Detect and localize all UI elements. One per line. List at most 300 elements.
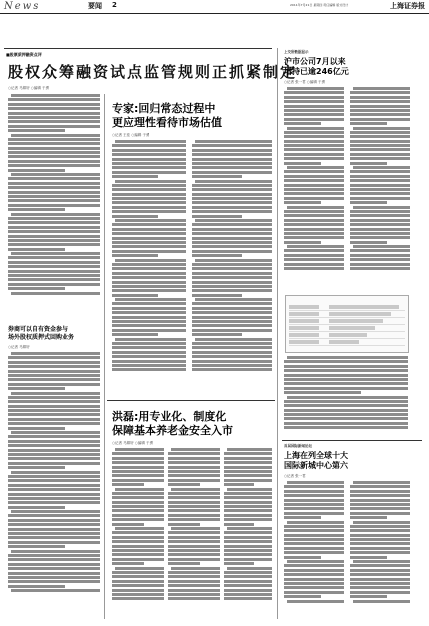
text-line: [112, 206, 186, 209]
text-line: [168, 545, 220, 548]
text-line: [284, 249, 344, 252]
text-line: [112, 523, 144, 526]
text-line: [168, 549, 220, 552]
text-line: [112, 474, 164, 477]
text-line: [350, 258, 410, 261]
text-line: [112, 553, 164, 556]
text-line: [284, 254, 344, 257]
table-row: [289, 333, 405, 339]
text-line: [11, 431, 100, 434]
text-line: [112, 316, 186, 319]
text-line: [112, 505, 164, 508]
text-line: [168, 483, 200, 486]
text-line: [8, 554, 100, 557]
text-line: [8, 462, 100, 465]
text-line: [112, 294, 158, 297]
text-line: [112, 536, 164, 539]
text-line: [350, 485, 410, 488]
text-line: [112, 223, 186, 226]
text-line: [8, 116, 100, 119]
text-line: [171, 448, 220, 451]
text-line: [284, 118, 344, 121]
text-line: [224, 457, 272, 460]
text-line: [8, 514, 100, 517]
text-line: [115, 338, 186, 341]
text-line: [350, 131, 410, 134]
market-body-text: [192, 140, 272, 396]
text-line: [168, 531, 220, 534]
text-line: [192, 193, 272, 196]
text-line: [112, 531, 164, 534]
text-line: [112, 492, 164, 495]
text-line: [112, 302, 186, 305]
text-line: [353, 600, 410, 603]
table-row: [289, 319, 405, 325]
right-bottom-headline: 上海在列全球十大 国际新城中心第六: [284, 451, 348, 470]
text-line: [224, 549, 272, 552]
text-line: [8, 177, 100, 180]
text-line: [112, 518, 164, 521]
text-line: [112, 245, 186, 248]
text-line: [284, 188, 344, 191]
text-line: [8, 138, 100, 141]
text-line: [192, 153, 272, 156]
text-line: [227, 488, 272, 491]
text-line: [8, 226, 100, 229]
text-line: [112, 153, 186, 156]
text-line: [350, 223, 410, 226]
text-line: [224, 492, 272, 495]
text-line: [353, 560, 410, 563]
text-line: [287, 396, 408, 399]
text-line: [284, 369, 408, 372]
text-line: [8, 541, 100, 544]
text-line: [8, 405, 100, 408]
text-line: [284, 144, 344, 147]
text-line: [112, 237, 186, 240]
text-line: [168, 584, 220, 587]
text-line: [8, 567, 100, 570]
text-line: [168, 492, 220, 495]
text-line: [112, 589, 164, 592]
text-line: [350, 175, 410, 178]
text-line: [350, 96, 410, 99]
small-left-headline: 券商可以自有资金参与 场外股权质押式回购业务: [8, 326, 75, 341]
text-line: [192, 241, 272, 244]
right-top-body-text: [284, 87, 344, 287]
text-line: [192, 250, 272, 253]
main-body-text: [8, 94, 100, 316]
text-line: [224, 597, 272, 600]
text-line: [224, 505, 272, 508]
text-line: [115, 448, 164, 451]
text-line: [224, 575, 272, 578]
text-line: [112, 457, 164, 460]
text-line: [112, 466, 164, 469]
text-line: [350, 573, 410, 576]
text-line: [224, 553, 272, 556]
text-line: [168, 470, 220, 473]
text-line: [8, 536, 100, 539]
text-line: [8, 370, 100, 373]
text-line: [112, 162, 186, 165]
text-line: [195, 259, 272, 262]
text-line: [350, 586, 410, 589]
text-line: [168, 562, 200, 565]
text-line: [350, 582, 410, 585]
pension-body-text: [112, 448, 164, 616]
text-line: [224, 571, 272, 574]
text-line: [171, 488, 220, 491]
text-line: [112, 333, 158, 336]
text-line: [8, 208, 65, 211]
text-line: [350, 578, 410, 581]
text-line: [350, 525, 410, 528]
text-line: [168, 536, 220, 539]
text-line: [350, 144, 410, 147]
text-line: [284, 582, 344, 585]
text-line: [11, 292, 100, 295]
text-line: [112, 267, 186, 270]
text-line: [112, 171, 186, 174]
text-line: [284, 494, 344, 497]
top-rule: [4, 48, 272, 49]
text-line: [224, 584, 272, 587]
text-line: [8, 243, 100, 246]
text-line: [284, 564, 344, 567]
text-line: [350, 162, 387, 165]
text-line: [353, 127, 410, 130]
text-line: [168, 452, 220, 455]
text-line: [224, 509, 272, 512]
text-line: [11, 252, 100, 255]
right-bottom-body-text: [350, 481, 410, 617]
text-line: [192, 320, 272, 323]
text-line: [284, 210, 344, 213]
text-line: [284, 135, 344, 138]
text-line: [8, 112, 100, 115]
right-bottom-body-text: [284, 481, 344, 617]
text-line: [192, 311, 272, 314]
text-line: [192, 201, 272, 204]
text-line: [112, 276, 186, 279]
text-line: [350, 214, 410, 217]
text-line: [284, 426, 408, 429]
text-line: [112, 584, 164, 587]
text-line: [112, 562, 144, 565]
text-line: [192, 171, 272, 174]
text-line: [112, 580, 164, 583]
text-line: [168, 514, 220, 517]
text-line: [284, 100, 344, 103]
text-line: [8, 413, 100, 416]
text-line: [8, 427, 65, 430]
text-line: [284, 512, 344, 515]
text-line: [8, 580, 100, 583]
text-line: [284, 391, 361, 394]
text-line: [8, 256, 100, 259]
text-line: [350, 591, 410, 594]
right-top-headline: 沪市公司7月以来 增持已逾246亿元: [284, 57, 349, 76]
text-line: [195, 338, 272, 341]
text-line: [8, 107, 100, 110]
text-line: [112, 545, 164, 548]
text-line: [8, 287, 65, 290]
text-line: [192, 294, 242, 297]
text-line: [350, 499, 410, 502]
text-line: [353, 481, 410, 484]
pension-headline: 洪磊:用专业化、制度化 保障基本养老金安全入市: [112, 410, 233, 437]
text-line: [224, 580, 272, 583]
text-line: [192, 237, 272, 240]
text-line: [284, 422, 408, 425]
text-line: [8, 545, 65, 548]
brand-word: News: [4, 1, 41, 12]
text-line: [192, 254, 242, 257]
text-line: [8, 204, 100, 207]
text-line: [287, 87, 344, 90]
text-line: [8, 186, 100, 189]
text-line: [195, 140, 272, 143]
text-line: [284, 409, 408, 412]
text-line: [284, 490, 344, 493]
text-line: [8, 239, 100, 242]
text-line: [192, 351, 272, 354]
text-line: [350, 490, 410, 493]
text-line: [8, 265, 100, 268]
text-line: [192, 166, 272, 169]
text-line: [8, 585, 65, 588]
text-line: [11, 392, 100, 395]
text-line: [350, 157, 410, 160]
text-line: [8, 396, 100, 399]
text-line: [192, 232, 272, 235]
text-line: [112, 351, 186, 354]
text-line: [192, 324, 272, 327]
text-line: [284, 201, 321, 204]
text-line: [8, 221, 100, 224]
text-line: [11, 471, 100, 474]
text-line: [11, 94, 100, 97]
table-row: [289, 305, 405, 311]
text-line: [192, 364, 272, 367]
text-line: [8, 283, 100, 286]
text-line: [8, 195, 100, 198]
text-line: [284, 578, 344, 581]
text-line: [350, 569, 410, 572]
text-line: [168, 518, 220, 521]
text-line: [353, 521, 410, 524]
text-line: [8, 422, 100, 425]
text-line: [192, 333, 242, 336]
text-line: [284, 586, 344, 589]
text-line: [192, 158, 272, 161]
text-line: [8, 142, 100, 145]
text-line: [284, 387, 408, 390]
text-line: [8, 261, 100, 264]
text-line: [284, 499, 344, 502]
text-line: [112, 501, 164, 504]
text-line: [171, 567, 220, 570]
text-line: [284, 162, 321, 165]
text-line: [112, 289, 186, 292]
text-line: [224, 536, 272, 539]
text-line: [350, 210, 410, 213]
text-line: [8, 160, 100, 163]
text-line: [350, 516, 387, 519]
text-line: [112, 461, 164, 464]
text-line: [192, 272, 272, 275]
text-line: [8, 217, 100, 220]
text-line: [192, 346, 272, 349]
text-line: [353, 87, 410, 90]
text-line: [284, 378, 408, 381]
main-byline: ○记者 马婧妤 ○编辑 于勇: [8, 86, 49, 90]
main-kicker: ■股票质押融资点评: [6, 52, 42, 57]
text-line: [8, 466, 65, 469]
text-line: [350, 503, 410, 506]
text-line: [112, 470, 164, 473]
text-line: [192, 342, 272, 345]
text-line: [8, 444, 100, 447]
text-line: [192, 223, 272, 226]
text-line: [8, 418, 100, 421]
text-line: [112, 496, 164, 499]
text-line: [224, 518, 272, 521]
text-line: [8, 129, 65, 132]
text-line: [8, 484, 100, 487]
text-line: [168, 553, 220, 556]
text-line: [8, 449, 100, 452]
text-line: [350, 547, 410, 550]
text-line: [224, 593, 272, 596]
text-line: [192, 263, 272, 266]
text-line: [112, 144, 186, 147]
text-line: [8, 356, 100, 359]
text-line: [8, 488, 100, 491]
text-line: [284, 503, 344, 506]
text-line: [287, 245, 344, 248]
text-line: [8, 378, 100, 381]
text-line: [284, 140, 344, 143]
text-line: [112, 360, 186, 363]
text-line: [350, 192, 410, 195]
text-line: [192, 302, 272, 305]
text-line: [112, 571, 164, 574]
text-line: [8, 528, 100, 531]
text-line: [227, 567, 272, 570]
text-line: [115, 259, 186, 262]
paper-name: 上海证券报: [390, 1, 425, 10]
text-line: [350, 135, 410, 138]
text-line: [168, 580, 220, 583]
text-line: [224, 461, 272, 464]
text-line: [224, 558, 272, 561]
text-line: [8, 147, 100, 150]
text-line: [11, 589, 100, 592]
text-line: [8, 501, 100, 504]
text-line: [8, 182, 100, 185]
text-line: [112, 149, 186, 152]
text-line: [112, 188, 186, 191]
data-table-figure: [285, 295, 409, 353]
table-row: [289, 326, 405, 332]
text-line: [284, 591, 344, 594]
text-line: [112, 254, 158, 257]
text-line: [8, 435, 100, 438]
text-line: [350, 140, 410, 143]
text-line: [224, 479, 272, 482]
text-line: [8, 278, 100, 281]
text-line: [284, 382, 408, 385]
text-line: [350, 153, 410, 156]
text-line: [192, 316, 272, 319]
text-line: [168, 540, 220, 543]
text-line: [284, 184, 344, 187]
text-line: [224, 514, 272, 517]
text-line: [284, 236, 344, 239]
text-line: [168, 593, 220, 596]
text-line: [112, 158, 186, 161]
text-line: [350, 109, 410, 112]
text-line: [168, 496, 220, 499]
text-line: [350, 179, 410, 182]
text-line: [284, 109, 344, 112]
text-line: [284, 153, 344, 156]
text-line: [112, 166, 186, 169]
text-line: [8, 365, 100, 368]
text-line: [8, 387, 65, 390]
text-line: [350, 113, 410, 116]
text-line: [350, 507, 410, 510]
column-divider: [104, 94, 105, 619]
text-line: [284, 175, 344, 178]
column-divider: [277, 48, 278, 619]
pension-body-text: [224, 448, 272, 616]
text-line: [284, 525, 344, 528]
text-line: [8, 169, 65, 172]
text-line: [224, 589, 272, 592]
text-line: [192, 285, 272, 288]
text-line: [192, 360, 272, 363]
right-bottom-byline: ○记者 张一君: [284, 474, 306, 478]
text-line: [8, 400, 100, 403]
text-line: [11, 134, 100, 137]
text-line: [112, 483, 144, 486]
right-section-rule: [282, 440, 422, 441]
edition-info: 2011年7月21日 星期四 责任编辑 版式设计: [290, 3, 349, 7]
text-line: [192, 329, 272, 332]
right-top-kicker: 上交所数据显示: [284, 50, 309, 54]
text-line: [192, 197, 272, 200]
text-line: [115, 219, 186, 222]
market-byline: ○记者 王佳 ○编辑 于勇: [112, 133, 150, 137]
text-line: [284, 219, 344, 222]
right-bottom-kicker: 首届国际新闻论坛: [284, 444, 312, 448]
text-line: [224, 452, 272, 455]
text-line: [284, 228, 344, 231]
text-line: [112, 593, 164, 596]
text-line: [168, 479, 220, 482]
text-line: [8, 479, 100, 482]
text-line: [350, 538, 410, 541]
text-line: [8, 191, 100, 194]
text-line: [192, 144, 272, 147]
text-line: [350, 529, 410, 532]
text-line: [284, 148, 344, 151]
text-line: [168, 505, 220, 508]
text-line: [224, 466, 272, 469]
